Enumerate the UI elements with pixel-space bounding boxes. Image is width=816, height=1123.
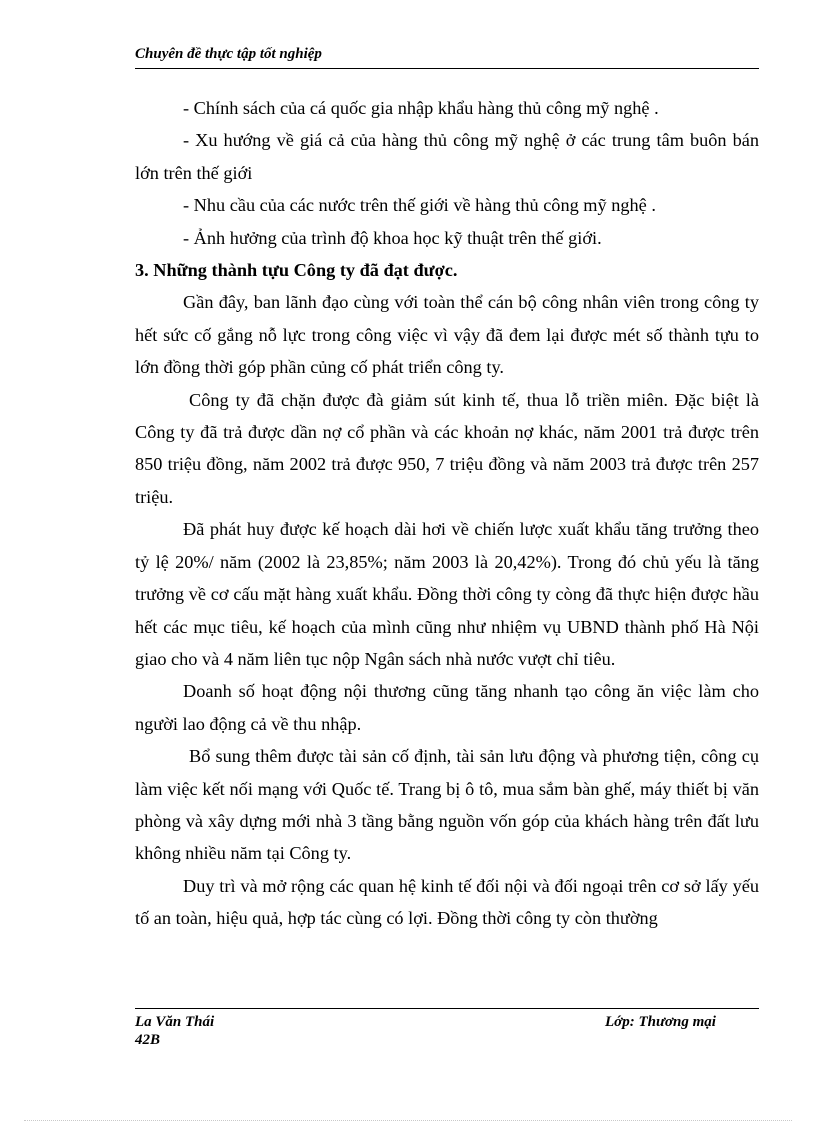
paragraph: Gần đây, ban lãnh đạo cùng với toàn thể cán bộ công nhân viên trong công ty hết sức cố gắng nỗ lực trong công việc vì vậy đã đem lại được mét số thành tựu to lớn đồng thời góp phần củng cố phát triển công ty. — [135, 292, 759, 378]
paragraph: Bổ sung thêm được tài sản cố định, tài sản lưu động và phương tiện, công cụ làm việc kết nối mạng với Quốc tế. Trang bị ô tô, mua sắm bàn ghế, máy thiết bị văn phòng và xây dựng mới nhà 3 tầng bằng nguồn vốn góp của khách hàng trên đất lưu không nhiều năm tại Công ty. — [135, 746, 759, 864]
paragraph: Doanh số hoạt động nội thương cũng tăng nhanh tạo công ăn việc làm cho người lao động cả về thu nhập. — [135, 681, 759, 734]
footer-author-name: La Văn Thái — [135, 1014, 215, 1030]
paragraph: Đã phát huy được kế hoạch dài hơi về chiến lược xuất khẩu tăng trưởng theo tỷ lệ 20%/ năm (2002 là 23,85%; năm 2003 là 20,42%). Trong đó chủ yếu là tăng trưởng về cơ cấu mặt hàng xuất khẩu. Đồng thời công ty còng đã thực hiện được hầu hết các mục tiêu, kế hoạch của mình cũng như nhiệm vụ UBND thành phố Hà Nội giao cho và 4 năm liên tục nộp Ngân sách nhà nước vượt chỉ tiêu. — [135, 519, 759, 669]
section-heading: 3. Những thành tựu Công ty đã đạt được. — [135, 260, 458, 281]
footer-author-class: 42B — [135, 1032, 161, 1048]
bullet-item: - Ảnh hưởng của trình độ khoa học kỹ thuật trên thế giới. — [183, 227, 602, 248]
footer-author-block — [135, 1013, 214, 1049]
page-header — [135, 46, 759, 69]
paragraph: Duy trì và mở rộng các quan hệ kinh tế đối nội và đối ngoại trên cơ sở lấy yếu tố an toàn, hiệu quả, hợp tác cùng có lợi. Đồng thời công ty còn thường — [135, 875, 759, 929]
bullet-item: - Xu hướng về giá cả của hàng thủ công mỹ nghệ ở các trung tâm buôn bán lớn trên thế giới — [135, 130, 759, 183]
paragraph: Công ty đã chặn được đà giảm sút kinh tế, thua lỗ triền miên. Đặc biệt là Công ty đã trả được dần nợ cổ phần và các khoản nợ khác, năm 2001 trả được trên 850 triệu đồng, năm 2002 trả được 950, 7 triệu đồng và năm 2003 trả được trên 257 triệu. — [135, 389, 759, 507]
bullet-item: - Nhu cầu của các nước trên thế giới về hàng thủ công mỹ nghệ . — [183, 195, 656, 216]
bullet-item: - Chính sách của cá quốc gia nhập khẩu hàng thủ công mỹ nghệ . — [183, 98, 659, 118]
footer-class-label: Lớp: Thương mại — [605, 1014, 716, 1030]
header-title: Chuyên đề thực tập tốt nghiệp — [135, 46, 322, 62]
document-body — [135, 92, 759, 935]
page-footer — [135, 1008, 759, 1048]
page-edge-divider — [24, 1120, 792, 1121]
